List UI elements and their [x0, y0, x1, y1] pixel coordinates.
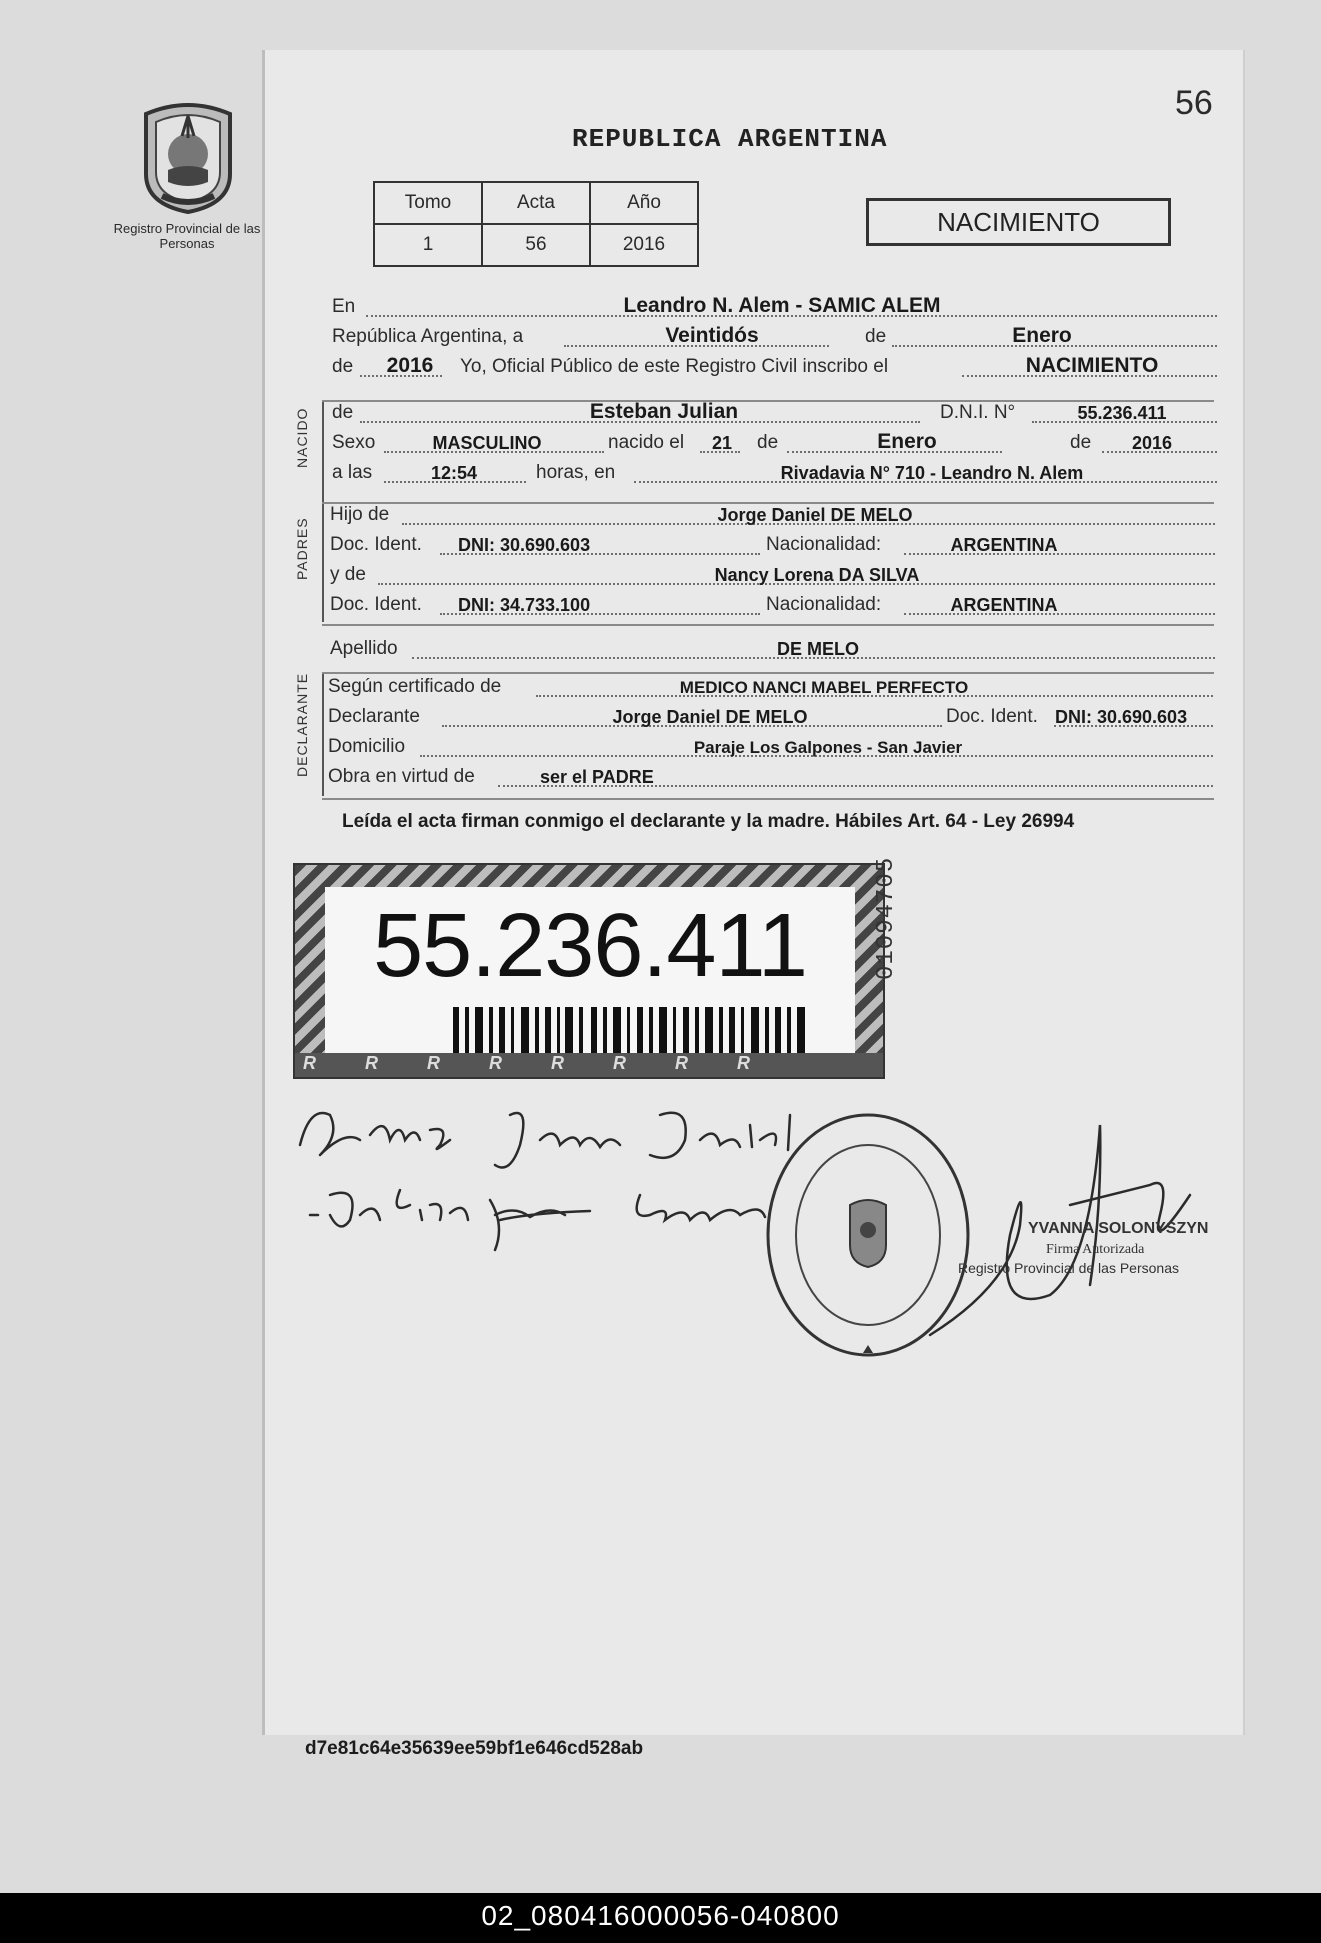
- section-label-nacido: NACIDO: [294, 407, 310, 468]
- stamp-serial: 01094705: [873, 856, 900, 980]
- mother-nationality-label: Nacionalidad:: [766, 594, 882, 615]
- barcode-icon: [453, 1007, 813, 1057]
- inscription-value: NACIMIENTO: [1025, 354, 1159, 377]
- reference-table: [373, 181, 699, 267]
- declarant-doc-label: Doc. Ident.: [946, 706, 1038, 727]
- birth-day-value: 21: [711, 433, 733, 453]
- line-hora: [332, 458, 1217, 488]
- registry-label: Registro Provincial de las Personas: [113, 221, 261, 251]
- declarant-dni-value: DNI: 30.690.603: [1055, 707, 1188, 727]
- father-nationality-label: Nacionalidad:: [766, 534, 882, 555]
- signature-father-icon: [300, 1113, 790, 1168]
- dni-stamp-number: 55.236.411: [373, 896, 807, 996]
- surname-value: DE MELO: [776, 639, 860, 659]
- apellido-label: Apellido: [330, 638, 398, 659]
- section-label-padres: PADRES: [294, 517, 310, 580]
- place-value: Leandro N. Alem - SAMIC ALEM: [623, 294, 941, 317]
- en-label: En: [332, 296, 356, 317]
- closing-note: Leída el acta firman conmigo el declarante y la madre. Hábiles Art. 64 - Ley 26994: [342, 811, 1075, 832]
- obra-label: Obra en virtud de: [328, 766, 475, 787]
- ref-value-tomo: 1: [374, 224, 482, 266]
- month-value: Enero: [1012, 324, 1072, 347]
- nacido-label: nacido el: [608, 432, 685, 453]
- registry-seal-icon: [768, 1115, 968, 1355]
- line-madre-doc: [330, 590, 1215, 620]
- official-role: Firma Autorizada: [1046, 1242, 1145, 1257]
- yde-label: y de: [330, 564, 366, 585]
- line-certificado: [328, 672, 1213, 702]
- stamp-pattern: R R R R R R R R: [295, 1053, 883, 1077]
- reason-value: ser el PADRE: [540, 767, 654, 787]
- hijo-label: Hijo de: [330, 504, 390, 525]
- nacido-de-label: de: [757, 432, 779, 453]
- mother-doc-label: Doc. Ident.: [330, 594, 422, 615]
- line-obra: [328, 762, 1213, 792]
- certificate-value: MEDICO NANCI MABEL PERFECTO: [679, 678, 969, 697]
- record-type-box: NACIMIENTO: [866, 198, 1171, 246]
- province-crest-icon: [132, 96, 244, 216]
- section-label-declarante: DECLARANTE: [294, 672, 310, 777]
- birth-year-value: 2016: [1131, 433, 1173, 453]
- dni-stamp-label: [325, 887, 855, 1053]
- signature-mother-icon: [310, 1190, 765, 1250]
- domicilio-label: Domicilio: [328, 736, 406, 757]
- de3-label: de: [332, 402, 354, 423]
- day-text-value: Veintidós: [665, 324, 759, 347]
- line-padre: [330, 500, 1215, 530]
- line-madre: [330, 560, 1215, 590]
- ref-header-acta: Acta: [482, 182, 590, 224]
- sex-value: MASCULINO: [432, 433, 542, 453]
- birth-month-value: Enero: [877, 430, 937, 453]
- declarante-label: Declarante: [328, 706, 420, 727]
- line-padre-doc: [330, 530, 1215, 560]
- dni-label: D.N.I. N°: [940, 402, 1016, 423]
- line-domicilio: [328, 732, 1213, 762]
- signatures-area: [290, 1085, 1230, 1365]
- horas-label: horas, en: [536, 462, 616, 483]
- document-hash: d7e81c64e35639ee59bf1e646cd528ab: [305, 1738, 644, 1759]
- time-value: 12:54: [430, 463, 478, 483]
- address-value: Paraje Los Galpones - San Javier: [693, 738, 963, 757]
- line-republica: [332, 322, 1217, 352]
- dni-value: 55.236.411: [1077, 403, 1167, 423]
- ref-value-acta: 56: [482, 224, 590, 266]
- mother-nationality-value: ARGENTINA: [950, 595, 1058, 615]
- mother-dni-value: DNI: 34.733.100: [458, 595, 591, 615]
- child-name-value: Esteban Julian: [589, 400, 739, 423]
- birth-place-value: Rivadavia N° 710 - Leandro N. Alem: [780, 463, 1084, 483]
- ref-header-tomo: Tomo: [374, 182, 482, 224]
- ref-header-anio: Año: [590, 182, 698, 224]
- father-name-value: Jorge Daniel DE MELO: [717, 505, 913, 525]
- ref-value-anio: 2016: [590, 224, 698, 266]
- dni-stamp: [293, 863, 885, 1079]
- line-declarante: [328, 702, 1213, 732]
- alas-label: a las: [332, 462, 373, 483]
- certificado-label: Según certificado de: [328, 676, 502, 697]
- oficial-text: Yo, Oficial Público de este Registro Civil inscribo el: [460, 356, 889, 377]
- father-doc-label: Doc. Ident.: [330, 534, 422, 555]
- de2-label: de: [332, 356, 354, 377]
- father-nationality-value: ARGENTINA: [950, 535, 1058, 555]
- line-nombre: [332, 398, 1217, 428]
- line-oficial: [332, 352, 1217, 382]
- republica-label: República Argentina, a: [332, 326, 524, 347]
- line-apellido: [330, 634, 1215, 664]
- sexo-label: Sexo: [332, 432, 376, 453]
- year-value: 2016: [386, 354, 434, 377]
- page-number: 56: [1175, 84, 1213, 122]
- father-dni-value: DNI: 30.690.603: [458, 535, 591, 555]
- footer-filename: 02_080416000056-040800: [481, 1900, 840, 1931]
- line-sexo: [332, 428, 1217, 458]
- official-org: Registro Provincial de las Personas: [958, 1260, 1179, 1276]
- nacido-de2-label: de: [1070, 432, 1092, 453]
- official-name: YVANNA SOLONYSZYN: [1028, 1220, 1209, 1237]
- document-title: REPUBLICA ARGENTINA: [572, 124, 888, 154]
- line-en: [332, 292, 1217, 322]
- declarant-name-value: Jorge Daniel DE MELO: [612, 707, 808, 727]
- de-label: de: [865, 326, 887, 347]
- mother-name-value: Nancy Lorena DA SILVA: [714, 565, 920, 585]
